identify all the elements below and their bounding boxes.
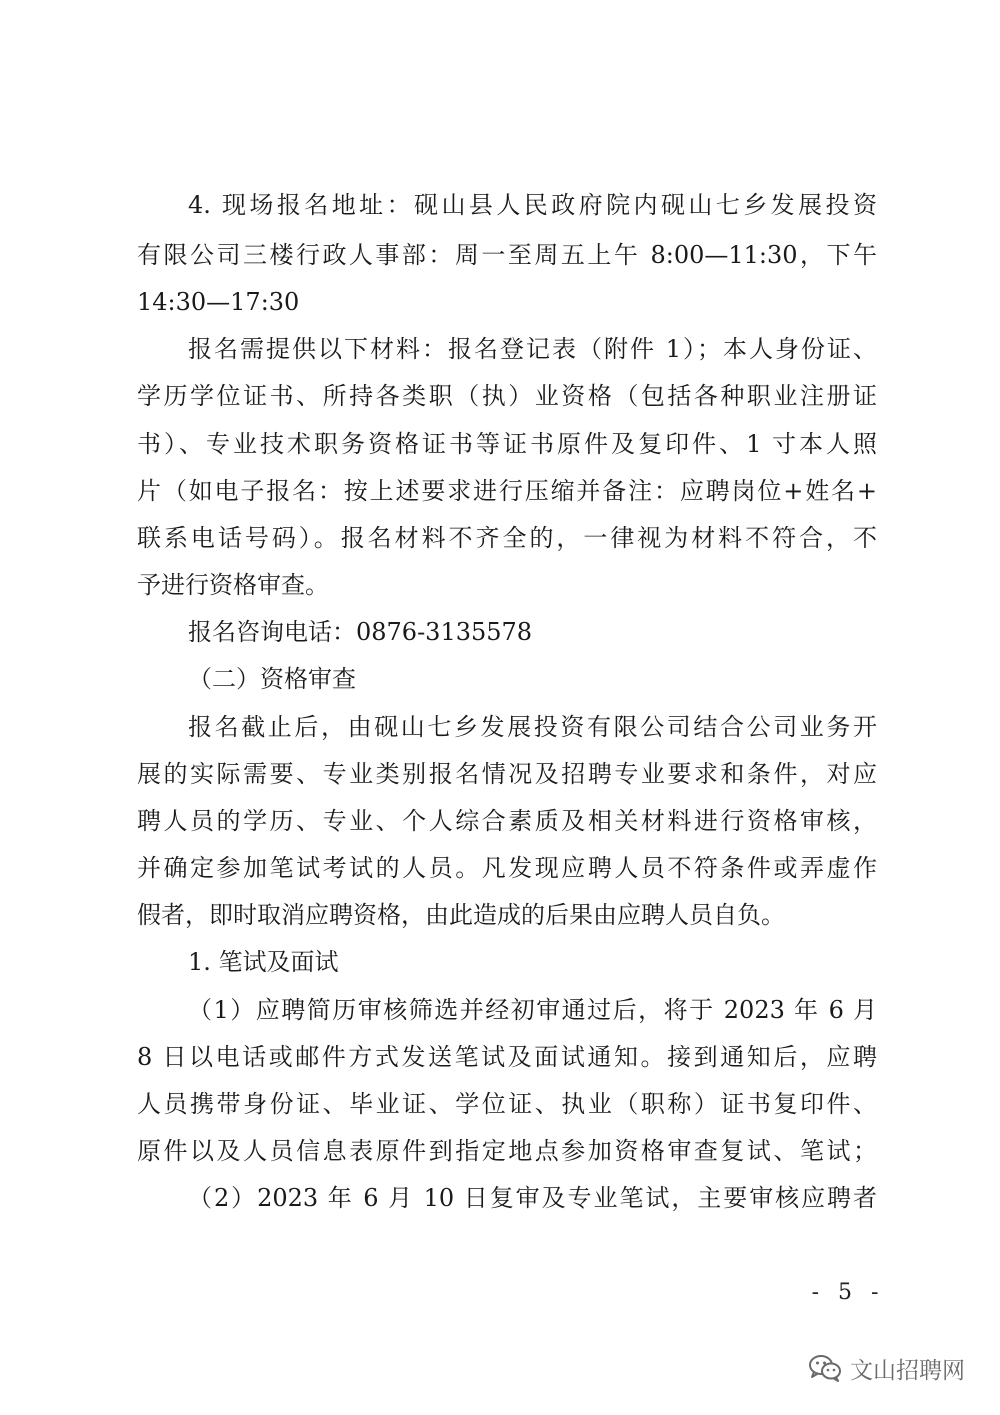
paragraph-line: （1）应聘简历审核筛选并经初审通过后，将于 2023 年 6 月 [188, 996, 877, 1024]
paragraph-line: 聘人员的学历、专业、个人综合素质及相关材料进行资格审核， [137, 807, 877, 835]
paragraph-line: （2）2023 年 6 月 10 日复审及专业笔试，主要审核应聘者 [188, 1184, 877, 1212]
page-number: - 5 - [811, 1280, 885, 1305]
paragraph-line: 8 日以电话或邮件方式发送笔试及面试通知。接到通知后，应聘 [137, 1043, 877, 1071]
paragraph-line: 原件以及人员信息表原件到指定地点参加资格审查复试、笔试； [137, 1137, 877, 1165]
paragraph-line: 书）、专业技术职务资格证书等证书原件及复印件、1 寸本人照 [137, 430, 877, 458]
watermark [808, 1350, 965, 1386]
contact-phone-line: 报名咨询电话：0876-3135578 [188, 618, 533, 646]
paragraph-line: 并确定参加笔试考试的人员。凡发现应聘人员不符条件或弄虚作 [137, 854, 877, 882]
paragraph-line: 展的实际需要、专业类别报名情况及招聘专业要求和条件，对应 [137, 760, 877, 788]
section-heading: （二）资格审查 [188, 665, 356, 693]
paragraph-line: 学历学位证书、所持各类职（执）业资格（包括各种职业注册证 [137, 382, 877, 410]
paragraph-line: 报名需提供以下材料：报名登记表（附件 1）；本人身份证、 [188, 335, 877, 363]
subsection-heading: 1. 笔试及面试 [188, 948, 339, 976]
paragraph-line: 予进行资格审查。 [137, 571, 329, 599]
paragraph-line: 假者，即时取消应聘资格，由此造成的后果由应聘人员自负。 [137, 901, 785, 929]
paragraph-line: 有限公司三楼行政人事部：周一至周五上午 8:00—11:30，下午 [137, 241, 877, 269]
wechat-icon [808, 1354, 842, 1382]
paragraph-line: 报名截止后，由砚山七乡发展投资有限公司结合公司业务开 [188, 713, 877, 741]
paragraph-line: 14:30—17:30 [137, 288, 300, 316]
paragraph-line: 片（如电子报名：按上述要求进行压缩并备注：应聘岗位+姓名+ [137, 477, 877, 505]
watermark-text: 文山招聘网 [850, 1357, 965, 1384]
paragraph-line: 联系电话号码）。报名材料不齐全的，一律视为材料不符合，不 [137, 524, 877, 552]
paragraph-line: 人员携带身份证、毕业证、学位证、执业（职称）证书复印件、 [137, 1090, 877, 1118]
paragraph-line: 4. 现场报名地址：砚山县人民政府院内砚山七乡发展投资 [188, 191, 877, 219]
